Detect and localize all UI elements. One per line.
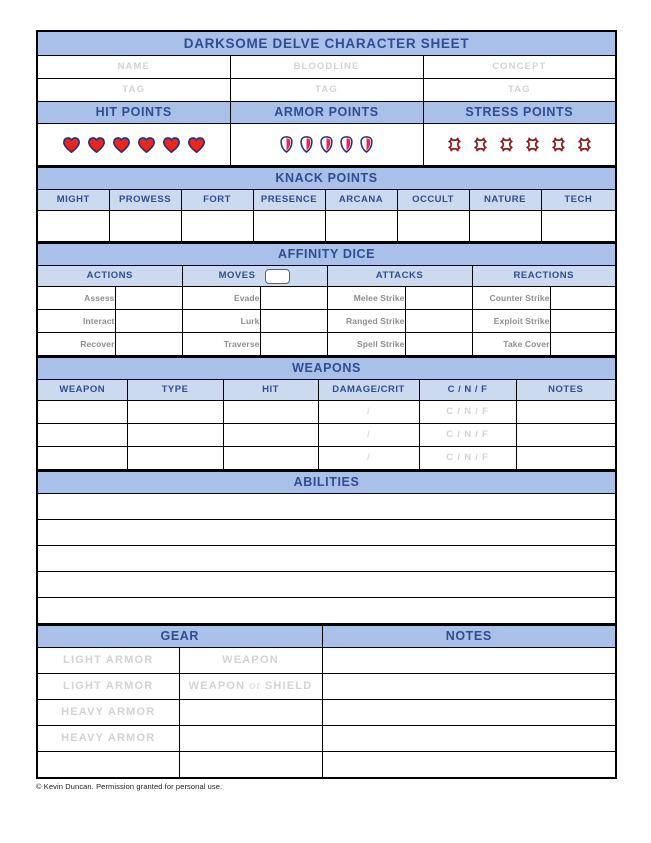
shield-icon[interactable] — [280, 136, 293, 153]
weapon-damage-crit-field[interactable]: / — [318, 401, 419, 424]
affinity-dice-row — [37, 333, 616, 357]
notes-field[interactable] — [322, 648, 616, 674]
affinity-header-moves-label: MOVES — [218, 270, 256, 281]
bloodline-field[interactable]: BLOODLINE — [230, 56, 423, 79]
affinity-value-interact[interactable] — [115, 310, 182, 333]
abilities-title: ABILITIES — [37, 472, 616, 494]
gear-slot-b-field[interactable] — [179, 700, 322, 726]
heart-icon[interactable] — [63, 137, 80, 153]
weapons-header-cnf: C / N / F — [419, 380, 516, 401]
affinity-label-assess: Assess — [37, 287, 115, 310]
weapon-notes-field[interactable] — [516, 424, 616, 447]
notes-field[interactable] — [322, 674, 616, 700]
weapon-hit-field[interactable] — [223, 447, 318, 471]
stress-points-track[interactable] — [423, 124, 616, 167]
gear-slot-b-weapon-label: WEAPON — [188, 680, 246, 692]
identity-name-row — [37, 56, 616, 79]
gear-slot-b-or-label: or — [245, 680, 265, 692]
knack-value-tech[interactable] — [541, 211, 616, 243]
stress-burst-icon[interactable] — [525, 137, 540, 152]
affinity-value-assess[interactable] — [115, 287, 182, 310]
weapon-type-field[interactable] — [127, 424, 223, 447]
gear-slot-b-field[interactable] — [179, 726, 322, 752]
concept-field[interactable]: CONCEPT — [423, 56, 616, 79]
knack-header-nature: NATURE — [469, 190, 541, 211]
gear-slot-b-field[interactable] — [179, 674, 322, 700]
affinity-dice-row — [37, 287, 616, 310]
affinity-dice-title-row — [37, 244, 616, 266]
stress-burst-icon[interactable] — [551, 137, 566, 152]
shield-icon[interactable] — [300, 136, 313, 153]
knack-points-value-row — [37, 211, 616, 243]
page-title: DARKSOME DELVE CHARACTER SHEET — [37, 31, 616, 56]
weapons-title-row — [37, 358, 616, 380]
affinity-label-recover: Recover — [37, 333, 115, 357]
notes-field[interactable] — [322, 700, 616, 726]
ability-field[interactable] — [37, 598, 616, 625]
ability-field[interactable] — [37, 546, 616, 572]
heart-icon[interactable] — [88, 137, 105, 153]
table-row — [37, 598, 616, 625]
table-row — [37, 401, 616, 424]
weapons-header-notes: NOTES — [516, 380, 616, 401]
table-row — [37, 726, 616, 752]
name-field[interactable]: NAME — [37, 56, 230, 79]
affinity-value-melee-strike[interactable] — [405, 287, 472, 310]
affinity-header-attacks: ATTACKS — [327, 266, 472, 287]
notes-title: NOTES — [322, 626, 616, 648]
table-row — [37, 520, 616, 546]
stress-burst-icon[interactable] — [499, 137, 514, 152]
ability-field[interactable] — [37, 520, 616, 546]
affinity-value-counter-strike[interactable] — [550, 287, 616, 310]
weapon-cnf-field[interactable]: C / N / F — [419, 401, 516, 424]
weapon-type-field[interactable] — [127, 447, 223, 471]
affinity-value-recover[interactable] — [115, 333, 182, 357]
knack-header-tech: TECH — [541, 190, 616, 211]
affinity-label-interact: Interact — [37, 310, 115, 333]
weapons-section — [36, 357, 617, 471]
weapon-hit-field[interactable] — [223, 401, 318, 424]
heart-icon[interactable] — [188, 137, 205, 153]
stress-points-header: STRESS POINTS — [423, 102, 616, 124]
affinity-label-lurk: Lurk — [182, 310, 260, 333]
knack-value-might[interactable] — [37, 211, 109, 243]
weapons-header-type: TYPE — [127, 380, 223, 401]
points-header-row — [37, 102, 616, 124]
affinity-dice-section — [36, 243, 617, 357]
weapon-notes-field[interactable] — [516, 401, 616, 424]
knack-value-prowess[interactable] — [109, 211, 181, 243]
weapons-title: WEAPONS — [37, 358, 616, 380]
notes-field[interactable] — [322, 726, 616, 752]
affinity-value-lurk[interactable] — [260, 310, 327, 333]
weapons-header-hit: HIT — [223, 380, 318, 401]
bloodline-tag-field[interactable]: TAG — [230, 79, 423, 102]
weapon-cnf-field[interactable]: C / N / F — [419, 424, 516, 447]
armor-points-header: ARMOR POINTS — [230, 102, 423, 124]
affinity-value-exploit-strike[interactable] — [550, 310, 616, 333]
affinity-label-take-cover: Take Cover — [472, 333, 550, 357]
sheet-title-row — [37, 31, 616, 56]
knack-header-presence: PRESENCE — [253, 190, 325, 211]
gear-slot-b-shield-label: SHIELD — [264, 680, 313, 692]
abilities-title-row — [37, 472, 616, 494]
table-row — [37, 572, 616, 598]
knack-header-occult: OCCULT — [397, 190, 469, 211]
shield-icon[interactable] — [320, 136, 333, 153]
gear-slot-a-field[interactable]: LIGHT ARMOR — [37, 674, 179, 700]
knack-header-might: MIGHT — [37, 190, 109, 211]
affinity-label-traverse: Traverse — [182, 333, 260, 357]
weapons-header-weapon: WEAPON — [37, 380, 127, 401]
name-tag-field[interactable]: TAG — [37, 79, 230, 102]
weapon-cnf-field[interactable]: C / N / F — [419, 447, 516, 471]
hit-points-header: HIT POINTS — [37, 102, 230, 124]
points-track-row — [37, 124, 616, 167]
affinity-header-actions: ACTIONS — [37, 266, 182, 287]
affinity-dice-title: AFFINITY DICE — [37, 244, 616, 266]
moves-toggle-box[interactable] — [265, 269, 290, 284]
armor-points-track[interactable] — [230, 124, 423, 167]
affinity-header-reactions: REACTIONS — [472, 266, 616, 287]
stress-burst-icon[interactable] — [473, 137, 488, 152]
weapon-type-field[interactable] — [127, 401, 223, 424]
affinity-dice-row — [37, 310, 616, 333]
affinity-label-exploit-strike: Exploit Strike — [472, 310, 550, 333]
weapon-damage-crit-field[interactable]: / — [318, 447, 419, 471]
knack-points-title-row — [37, 168, 616, 190]
copyright-footer: © Kevin Duncan. Permission granted for personal use. — [36, 782, 223, 791]
gear-slot-a-field[interactable]: HEAVY ARMOR — [37, 726, 179, 752]
affinity-value-evade[interactable] — [260, 287, 327, 310]
abilities-section — [36, 471, 617, 625]
identity-tag-row — [37, 79, 616, 102]
table-row — [37, 424, 616, 447]
table-row — [37, 752, 616, 779]
gear-notes-section — [36, 625, 617, 779]
hit-points-track[interactable] — [37, 124, 230, 167]
weapon-damage-crit-field[interactable]: / — [318, 424, 419, 447]
identity-section — [36, 30, 617, 167]
gear-slot-b-field[interactable] — [179, 752, 322, 779]
notes-field[interactable] — [322, 752, 616, 779]
shield-icon[interactable] — [340, 136, 353, 153]
gear-slot-a-field[interactable]: HEAVY ARMOR — [37, 700, 179, 726]
weapon-notes-field[interactable] — [516, 447, 616, 471]
affinity-label-spell-strike: Spell Strike — [327, 333, 405, 357]
affinity-label-evade: Evade — [182, 287, 260, 310]
affinity-label-melee-strike: Melee Strike — [327, 287, 405, 310]
ability-field[interactable] — [37, 572, 616, 598]
gear-slot-b-field[interactable]: WEAPON — [179, 648, 322, 674]
knack-value-occult[interactable] — [397, 211, 469, 243]
affinity-label-counter-strike: Counter Strike — [472, 287, 550, 310]
knack-value-presence[interactable] — [253, 211, 325, 243]
weapon-name-field[interactable] — [37, 424, 127, 447]
affinity-value-traverse[interactable] — [260, 333, 327, 357]
knack-header-prowess: PROWESS — [109, 190, 181, 211]
gear-notes-title-row — [37, 626, 616, 648]
heart-icon[interactable] — [163, 137, 180, 153]
table-row — [37, 674, 616, 700]
affinity-dice-header-row — [37, 266, 616, 287]
knack-points-title: KNACK POINTS — [37, 168, 616, 190]
heart-icon[interactable] — [113, 137, 130, 153]
concept-tag-field[interactable]: TAG — [423, 79, 616, 102]
gear-slot-a-field[interactable] — [37, 752, 179, 779]
table-row — [37, 494, 616, 520]
table-row — [37, 648, 616, 674]
gear-title: GEAR — [37, 626, 322, 648]
table-row — [37, 700, 616, 726]
table-row — [37, 447, 616, 471]
knack-value-fort[interactable] — [181, 211, 253, 243]
gear-slot-a-field[interactable]: LIGHT ARMOR — [37, 648, 179, 674]
weapon-name-field[interactable] — [37, 447, 127, 471]
weapon-hit-field[interactable] — [223, 424, 318, 447]
weapons-header-row — [37, 380, 616, 401]
affinity-header-moves — [182, 266, 327, 287]
stress-burst-icon[interactable] — [447, 137, 462, 152]
affinity-value-ranged-strike[interactable] — [405, 310, 472, 333]
knack-points-section — [36, 167, 617, 243]
knack-header-arcana: ARCANA — [325, 190, 397, 211]
table-row — [37, 546, 616, 572]
knack-header-fort: FORT — [181, 190, 253, 211]
stress-burst-icon[interactable] — [577, 137, 592, 152]
shield-icon[interactable] — [360, 136, 373, 153]
weapon-name-field[interactable] — [37, 401, 127, 424]
knack-value-arcana[interactable] — [325, 211, 397, 243]
affinity-value-spell-strike[interactable] — [405, 333, 472, 357]
knack-points-header-row — [37, 190, 616, 211]
weapons-header-damage-crit: DAMAGE/CRIT — [318, 380, 419, 401]
ability-field[interactable] — [37, 494, 616, 520]
affinity-label-ranged-strike: Ranged Strike — [327, 310, 405, 333]
knack-value-nature[interactable] — [469, 211, 541, 243]
heart-icon[interactable] — [138, 137, 155, 153]
affinity-value-take-cover[interactable] — [550, 333, 616, 357]
